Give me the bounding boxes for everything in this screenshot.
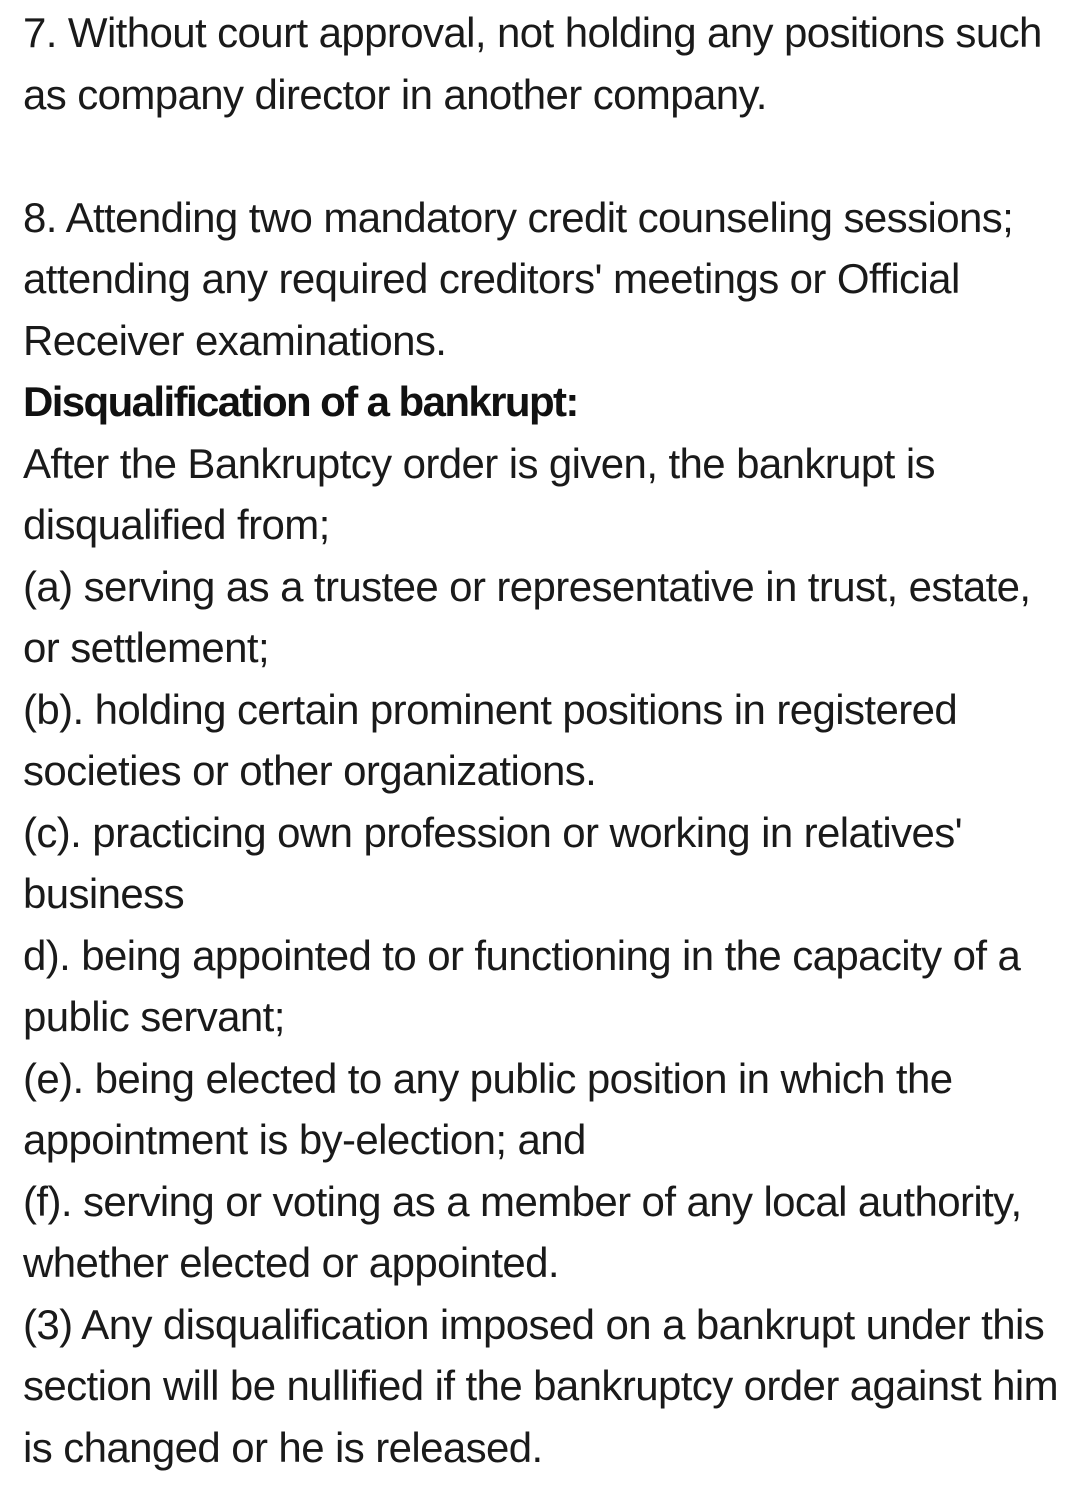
item-7-paragraph: 7. Without court approval, not holding any positions such as company director in another company. [23,9,1042,118]
clause-d: d). being appointed to or functioning in the capacity of a public servant; [23,931,1021,1040]
clause-e: (e). being elected to any public position in which the appointment is by-election; and [23,1054,953,1163]
note-3-paragraph: (3) Any disqualification imposed on a bankrupt under this section will be nullified if the bankruptcy order against him is changed or he is released. [23,1300,1058,1471]
item-8-paragraph: 8. Attending two mandatory credit counseling sessions; attending any required creditors' meetings or Official Receiver examinations. [23,193,1014,364]
paragraph-gap [23,125,1063,187]
document-body [23,2,1063,1478]
clause-b: (b). holding certain prominent positions in registered societies or other organizations. [23,685,958,794]
clause-c: (c). practicing own profession or working in relatives' business [23,808,963,917]
intro-paragraph: After the Bankruptcy order is given, the bankrupt is disqualified from; [23,439,935,548]
clause-a: (a) serving as a trustee or representative in trust, estate, or settlement; [23,562,1031,671]
section-heading: Disqualification of a bankrupt: [23,378,578,425]
clause-f: (f). serving or voting as a member of any local authority, whether elected or appointed. [23,1177,1022,1286]
